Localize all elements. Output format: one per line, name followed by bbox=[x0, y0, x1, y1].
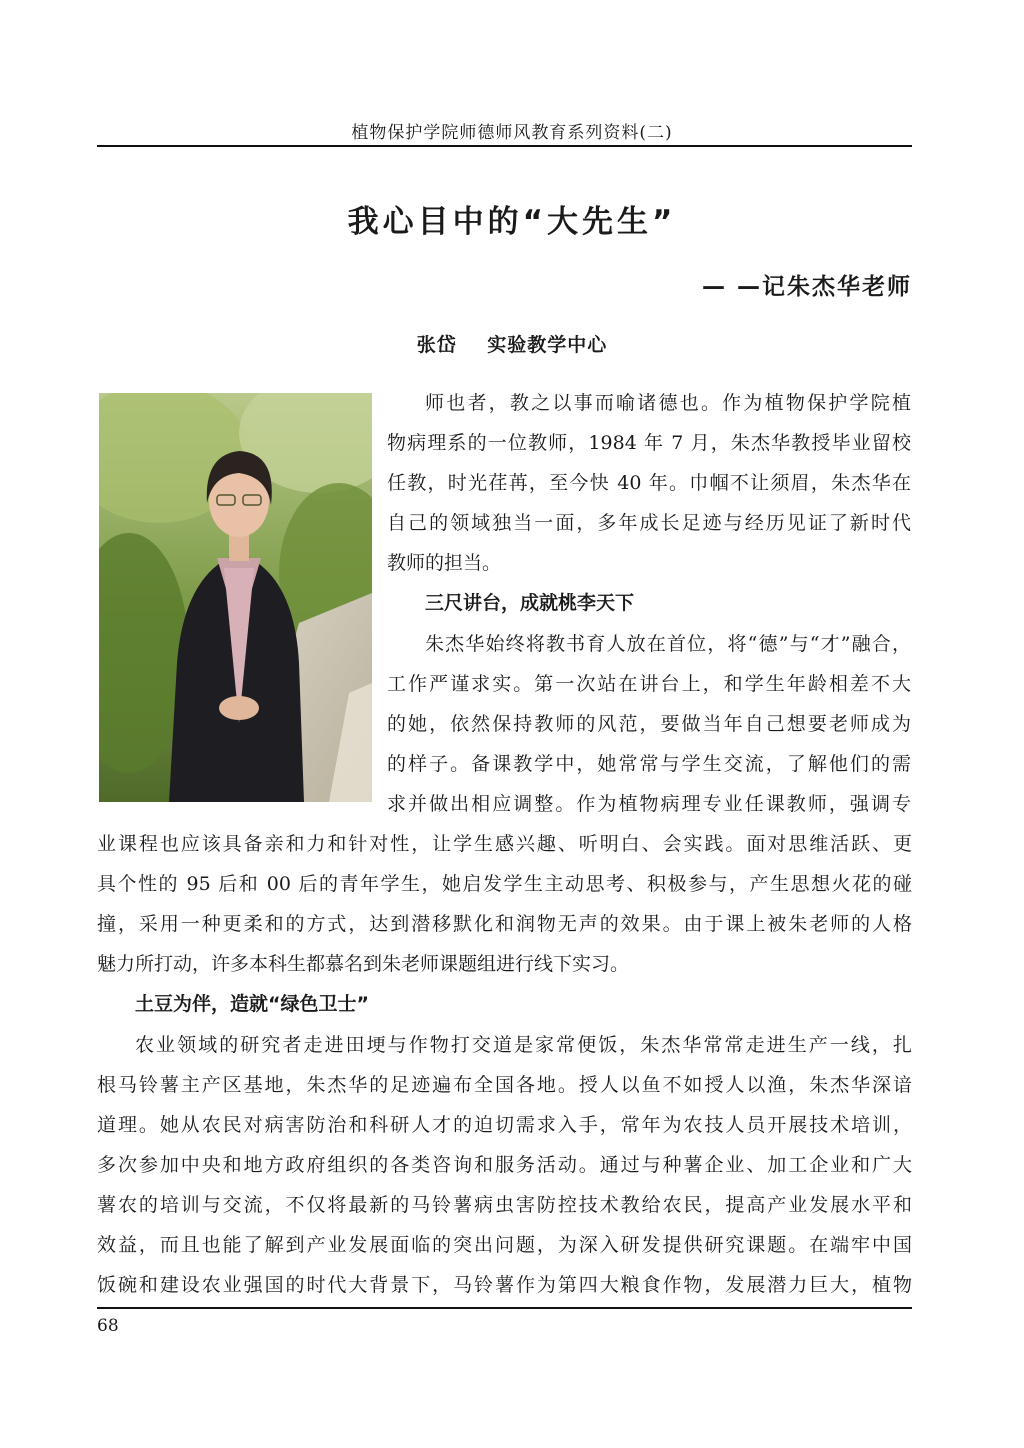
byline: 张岱 实验教学中心 bbox=[416, 334, 608, 356]
section-heading: 三尺讲台，成就桃李天下 bbox=[425, 592, 635, 614]
paragraph-line: 道理。她从农民对病害防治和科研人才的迫切需求入手，常年为农技人员开展技术培训， bbox=[97, 1114, 912, 1136]
paragraph-line: 求并做出相应调整。作为植物病理专业任课教师，强调专 bbox=[387, 793, 911, 815]
paragraph-line: 多次参加中央和地方政府组织的各类咨询和服务活动。通过与种薯企业、加工企业和广大 bbox=[97, 1154, 912, 1176]
paragraph-line: 任教，时光荏苒，至今快 40 年。巾帼不让须眉，朱杰华在 bbox=[387, 472, 911, 494]
paragraph-line: 的她，依然保持教师的风范，要做当年自己想要老师成为 bbox=[387, 713, 911, 735]
paragraph-line: 魅力所打动，许多本科生都慕名到朱老师课题组进行线下实习。 bbox=[97, 953, 630, 975]
paragraph-line: 具个性的 95 后和 00 后的青年学生，她启发学生主动思考、积极参与，产生思想火花的碰 bbox=[97, 873, 912, 895]
paragraph-line: 薯农的培训与交流，不仅将最新的马铃薯病虫害防控技术教给农民，提高产业发展水平和 bbox=[97, 1194, 912, 1216]
page-number: 68 bbox=[97, 1316, 119, 1336]
running-header: 植物保护学院师德师风教育系列资料(二) bbox=[351, 123, 673, 143]
article-subtitle: — —记朱杰华老师 bbox=[701, 274, 912, 300]
paragraph-line: 自己的领域独当一面，多年成长足迹与经历见证了新时代 bbox=[387, 512, 911, 534]
header-rule bbox=[97, 145, 912, 147]
paragraph-line: 农业领域的研究者走进田埂与作物打交道是家常便饭，朱杰华常常走进生产一线，扎 bbox=[135, 1034, 912, 1056]
portrait-photo bbox=[99, 393, 372, 802]
paragraph-line: 物病理系的一位教师，1984 年 7 月，朱杰华教授毕业留校 bbox=[387, 432, 911, 454]
article-title: 我心目中的“大先生” bbox=[347, 204, 677, 240]
paragraph-line: 业课程也应该具备亲和力和针对性，让学生感兴趣、听明白、会实践。面对思维活跃、更 bbox=[97, 833, 912, 855]
paragraph-line: 朱杰华始终将教书育人放在首位，将“德”与“才”融合， bbox=[425, 633, 911, 655]
section-heading: 土豆为伴，造就“绿色卫士” bbox=[135, 993, 369, 1015]
paragraph-line: 根马铃薯主产区基地，朱杰华的足迹遍布全国各地。授人以鱼不如授人以渔，朱杰华深谙 bbox=[97, 1074, 912, 1096]
paragraph-line: 效益，而且也能了解到产业发展面临的突出问题，为深入研发提供研究课题。在端牢中国 bbox=[97, 1234, 912, 1256]
paragraph-line: 工作严谨求实。第一次站在讲台上，和学生年龄相差不大 bbox=[387, 673, 911, 695]
paragraph-line: 教师的担当。 bbox=[387, 552, 502, 574]
paragraph-line: 师也者，教之以事而喻诸德也。作为植物保护学院植 bbox=[425, 392, 911, 414]
footer-rule bbox=[97, 1307, 912, 1309]
paragraph-line: 饭碗和建设农业强国的时代大背景下，马铃薯作为第四大粮食作物，发展潜力巨大，植物 bbox=[97, 1274, 912, 1296]
paragraph-line: 撞，采用一种更柔和的方式，达到潜移默化和润物无声的效果。由于课上被朱老师的人格 bbox=[97, 913, 912, 935]
paragraph-line: 的样子。备课教学中，她常常与学生交流，了解他们的需 bbox=[387, 753, 911, 775]
